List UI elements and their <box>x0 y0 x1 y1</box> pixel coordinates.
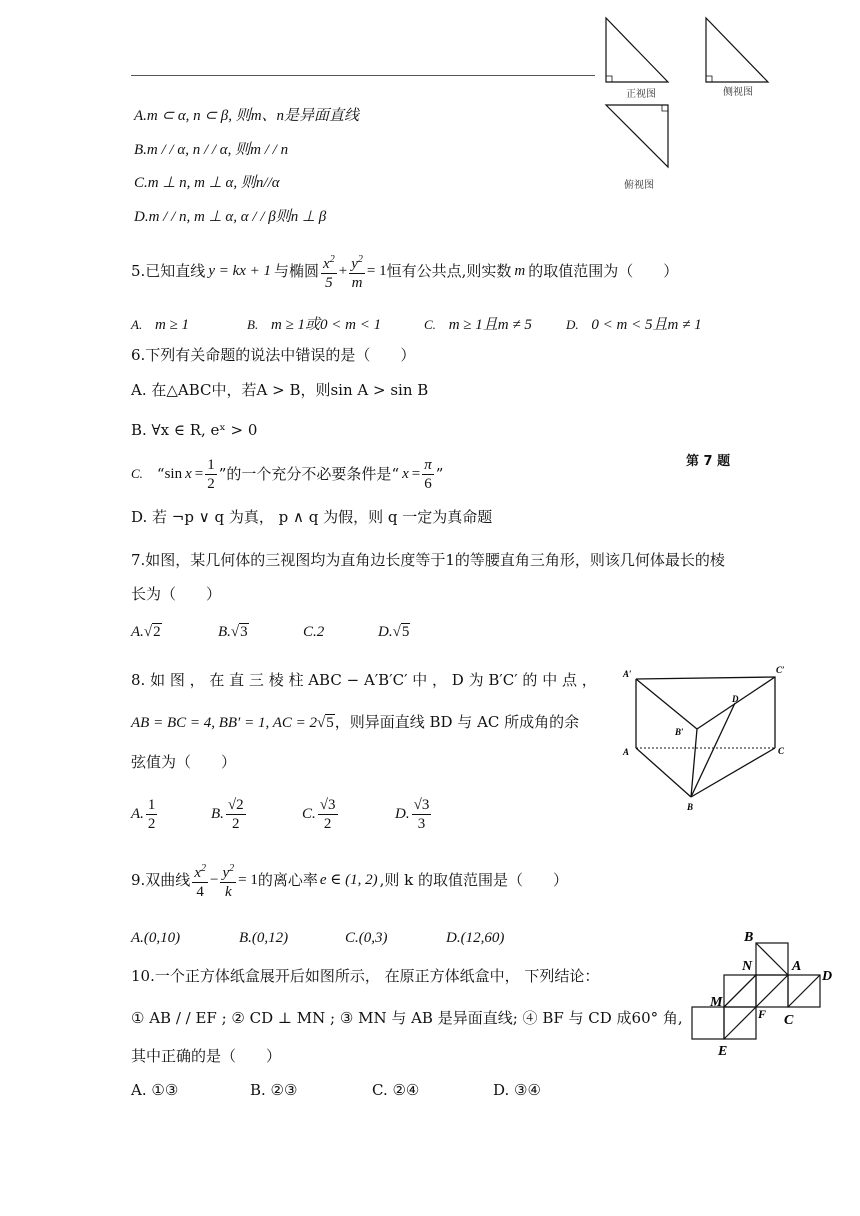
net-label-c: C <box>784 1013 794 1028</box>
top-view-triangle <box>606 105 668 167</box>
prism-label-c: C <box>778 746 785 756</box>
net-label-m: M <box>710 995 723 1010</box>
net-label-a: A <box>792 959 802 974</box>
side-view-label: 侧视图 <box>723 87 753 98</box>
q8-stem-2: AB = BC = 4, BB′ = 1, AC = 2√5，则异面直线 BD 与 AC 所成角的余 <box>131 713 580 731</box>
q7-stem-1: 7.如图，某几何体的三视图均为直角边长度等于1的等腰直角三角形，则该几何体最长的棱 <box>131 551 725 569</box>
q10-stem-2: ① AB / / EF ; ② CD ⊥ MN ; ③ MN 与 AB 是异面直线; ④ BF 与 CD 成60° 角, <box>131 1009 683 1027</box>
net-label-b: B <box>744 930 754 945</box>
q5-options: A. m ≥ 1 <box>131 317 190 333</box>
q10-stem-1: 10.一个正方体纸盒展开后如图所示， 在原正方体纸盒中， 下列结论： <box>131 967 600 985</box>
cube-net-figure <box>686 928 840 1068</box>
q6-stem: 6.下列有关命题的说法中错误的是（ ） <box>131 346 416 364</box>
prism-label-c1: C′ <box>776 665 785 675</box>
q4-option-a: A.m ⊂ α, n ⊂ β, 则m、n是异面直线 <box>134 108 360 124</box>
q10-option-c: C. ②④ <box>372 1081 420 1099</box>
front-view-label: 正视图 <box>626 89 656 100</box>
net-label-n: N <box>742 959 753 974</box>
prism-label-b1: B′ <box>675 727 684 737</box>
q4-option-d: D.m / / n, m ⊥ α, α / / β则n ⊥ β <box>134 209 327 225</box>
prism-label-a1: A′ <box>623 669 632 679</box>
q8-options: A. $\frac{1}{2}$ <box>131 796 156 832</box>
fig7-label: 第 7 题 <box>686 454 731 469</box>
q4-option-b: B.m / / α, n / / α, 则m / / n <box>134 142 289 158</box>
header-rule <box>131 75 595 76</box>
q8-stem-3: 弦值为（ ） <box>131 753 237 771</box>
q7-options: A.√2 <box>131 624 161 640</box>
prism-figure <box>615 662 795 812</box>
q9-option-d: D.(12,60) <box>446 930 505 946</box>
prism-label-b: B <box>687 802 694 812</box>
q4-option-c: C.m ⊥ n, m ⊥ α, 则n//α <box>134 175 280 191</box>
net-label-e: E <box>718 1044 728 1059</box>
q10-stem-3: 其中正确的是（ ） <box>131 1047 282 1065</box>
q10-option-d: D. ③④ <box>493 1081 541 1099</box>
q6-option-d: D. 若 ¬p ∨ q 为真， p ∧ q 为假，则 q 一定为真命题 <box>131 508 493 526</box>
prism-label-d: D <box>732 694 739 704</box>
q10-option-a: A. ①③ <box>131 1081 179 1099</box>
q9-stem: 9.双曲线 $\frac{x^2}{4}$ − $\frac{y^2}{k}$ = 1 的离心率 e ∈ (1, 2) ,则 k 的取值范围是（ ） <box>131 858 568 902</box>
three-view-figure <box>598 10 778 200</box>
q9-option-a: A.(0,10) <box>131 930 181 946</box>
q6-option-a: A. 在△ABC中，若A > B，则sin A > sin B <box>131 381 429 399</box>
ellipse-y-term: $\frac{y^2}{m}$ <box>349 251 365 292</box>
top-view-label: 俯视图 <box>624 180 654 191</box>
q10-option-b: B. ②③ <box>250 1081 298 1099</box>
q6-option-c: C. “ sin x = $\frac{1}{2}$ ” 的一个充分不必要条件是 “ x = $\frac{\pi}{6}$ ” <box>131 456 444 492</box>
side-view-triangle <box>706 18 768 82</box>
q6-option-b: B. ∀x ∈ R, eˣ > 0 <box>131 421 258 439</box>
ellipse-x-term: $\frac{x^2}{5}$ <box>321 251 337 292</box>
net-label-d: D <box>822 969 833 984</box>
q9-option-c: C.(0,3) <box>345 930 388 946</box>
q7-stem-2: 长为（ ） <box>131 585 222 603</box>
q9-option-b: B.(0,12) <box>239 930 289 946</box>
q8-stem-1: 8. 如 图 ， 在 直 三 棱 柱 ABC − A′B′C′ 中 ， D 为 B′C′ 的 中 点 ， <box>131 671 597 689</box>
net-label-f: F <box>758 1007 767 1021</box>
q5-stem: 5.已知直线 y = kx + 1 与椭圆 $\frac{x^2}{5}$ + $\frac{y^2}{m}$ = 1 恒有公共点,则实数 m 的取值范围为（ ） <box>131 250 678 292</box>
front-view-triangle <box>606 18 668 82</box>
prism-label-a: A <box>623 747 630 757</box>
